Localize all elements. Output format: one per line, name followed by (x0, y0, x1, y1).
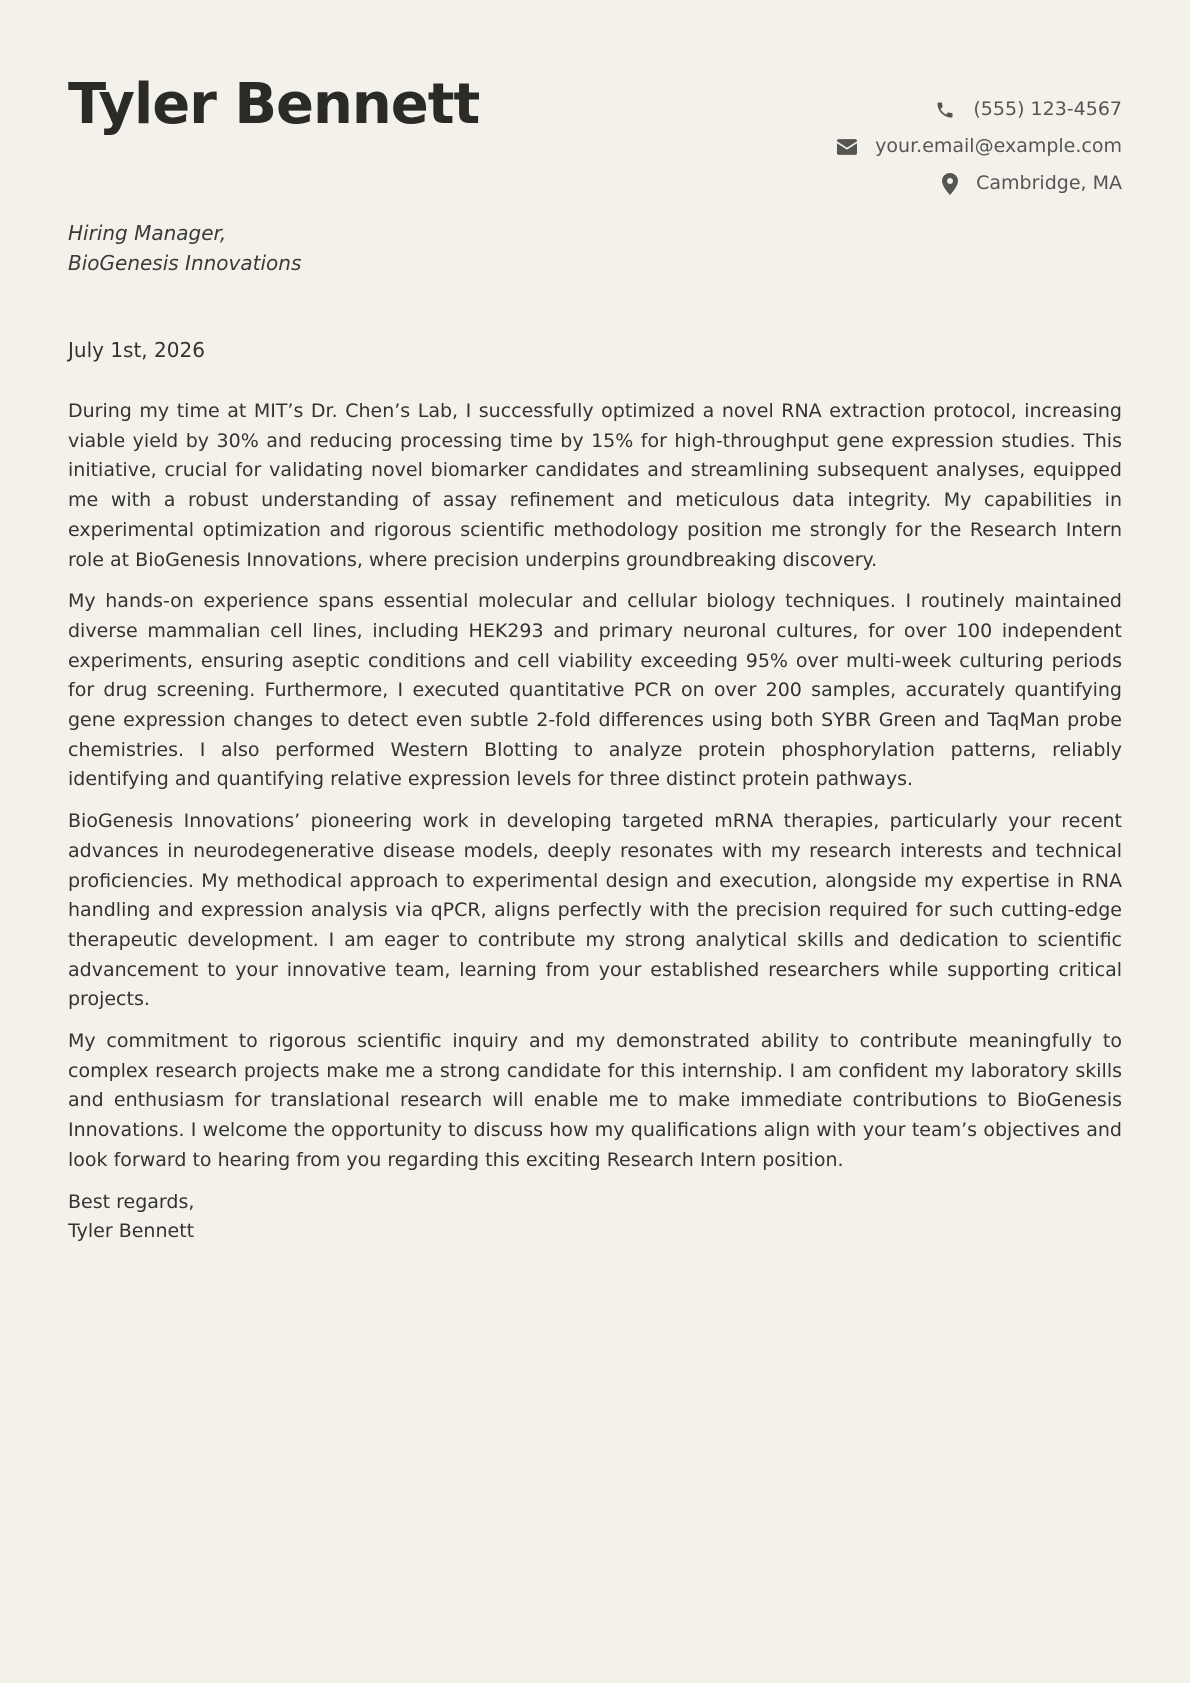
map-pin-icon (942, 173, 958, 195)
body-paragraph: During my time at MIT’s Dr. Chen’s Lab, I successfully optimized a novel RNA extraction protocol, increasing viable yield by 30% and reducing processing time by 15% for high-throughput gene expression studies. This initiative, crucial for validating novel biomarker candidates and streamlining subsequent analyses, equipped me with a robust understanding of assay refinement and meticulous data integrity. My capabilities in experimental optimization and rigorous scientific methodology position me strongly for the Research Intern role at BioGenesis Innovations, where precision underpins groundbreaking discovery. (68, 400, 1122, 571)
phone-number: (555) 123-4567 (973, 98, 1122, 120)
body-paragraph: My hands-on experience spans essential molecular and cellular biology techniques. I routinely maintained diverse mammalian cell lines, including HEK293 and primary neuronal cultures, for over 100 independent experiments, ensuring aseptic conditions and cell viability exceeding 95% over multi-week culturing periods for drug screening. Furthermore, I executed quantitative PCR on over 200 samples, accurately quantifying gene expression changes to detect even subtle 2-fold differences using both SYBR Green and TaqMan probe chemistries. I also performed Western Blotting to analyze protein phosphorylation patterns, reliably identifying and quantifying relative expression levels for three distinct protein pathways. (68, 590, 1122, 791)
location-text: Cambridge, MA (976, 172, 1122, 194)
body-paragraph: My commitment to rigorous scientific inquiry and my demonstrated ability to contribute meaningfully to complex research projects make me a strong candidate for this internship. I am confident my laboratory skills and enthusiasm for translational research will enable me to make immediate contributions to BioGenesis Innovations. I welcome the opportunity to discuss how my qualifications align with your team’s objectives and look forward to hearing from you regarding this exciting Research Intern position. (68, 1030, 1122, 1171)
email-address: your.email@example.com (875, 135, 1122, 157)
body-paragraph: BioGenesis Innovations’ pioneering work in developing targeted mRNA therapies, particularly your recent advances in neurodegenerative disease models, deeply resonates with my research interests and technical proficiencies. My methodical approach to experimental design and execution, alongside my expertise in RNA handling and expression analysis via qPCR, aligns perfectly with the precision required for such cutting-edge therapeutic development. I am eager to contribute my strong analytical skills and dedication to scientific advancement to your innovative team, learning from your established researchers while supporting critical projects. (68, 810, 1122, 1011)
contact-email (837, 133, 1122, 160)
applicant-name: Tyler Bennett (68, 72, 480, 137)
contact-location (942, 170, 1122, 197)
phone-icon (935, 100, 955, 120)
recipient-company: BioGenesis Innovations (68, 251, 302, 275)
envelope-icon (837, 139, 857, 155)
recipient-block (68, 218, 301, 278)
closing-signature: Tyler Bennett (68, 1220, 195, 1243)
recipient-title: Hiring Manager, (68, 221, 227, 245)
closing-block (68, 1188, 1122, 1247)
contact-phone (935, 96, 1122, 123)
letter-body (68, 397, 1122, 1247)
closing-salutation: Best regards, (68, 1190, 195, 1213)
contact-info (837, 96, 1122, 197)
letter-date: July 1st, 2026 (68, 338, 205, 362)
